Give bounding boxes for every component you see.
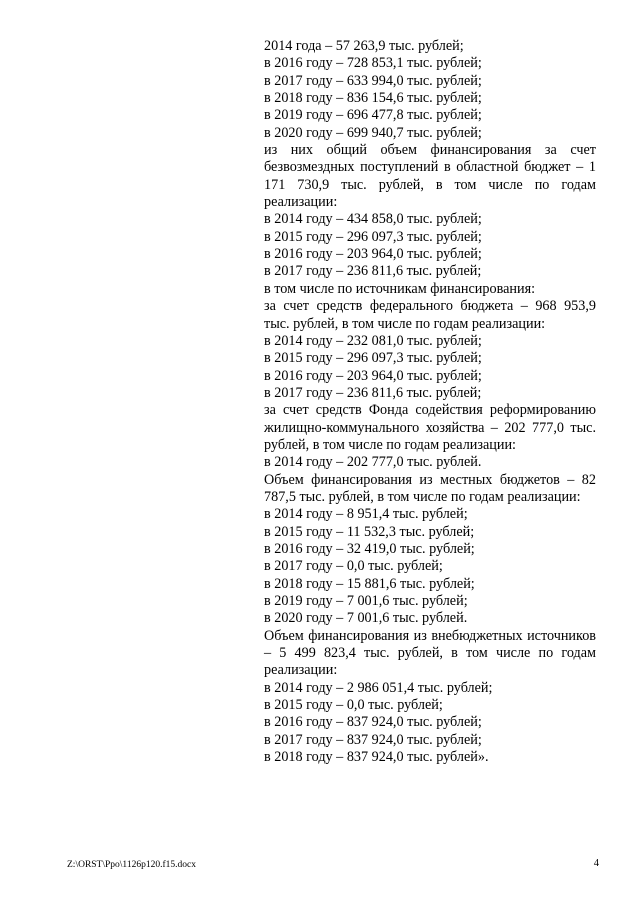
paragraph: в 2018 году – 837 924,0 тыс. рублей». — [264, 749, 489, 766]
paragraph: в 2016 году – 203 964,0 тыс. рублей; — [264, 246, 482, 263]
paragraph: в 2015 году – 296 097,3 тыс. рублей; — [264, 228, 482, 245]
paragraph: в 2016 году – 837 924,0 тыс. рублей; — [264, 714, 482, 731]
paragraph: в 2019 году – 7 001,6 тыс. рублей; — [264, 593, 468, 609]
paragraph: в 2015 году – 296 097,3 тыс. рублей; — [264, 350, 482, 367]
paragraph: в 2014 году – 232 081,0 тыс. рублей; — [264, 332, 482, 349]
paragraph: в 2020 году – 699 940,7 тыс. рублей; — [264, 124, 482, 141]
page-number: 4 — [593, 858, 599, 869]
paragraph: в 2016 году – 203 964,0 тыс. рублей; — [264, 367, 482, 384]
paragraph: в 2016 году – 32 419,0 тыс. рублей; — [264, 540, 475, 557]
paragraph: Объем финансирования из местных бюджетов – 82 787,5 тыс. рублей, в том числе по годам реализации: — [264, 471, 596, 505]
paragraph: в 2014 году – 202 777,0 тыс. рублей. — [264, 454, 482, 471]
document-body — [264, 38, 596, 766]
paragraph: Объем финансирования из внебюджетных источников – 5 499 823,4 тыс. рублей, в том числе по годам реализации: — [264, 627, 596, 679]
paragraph: 2014 года – 57 263,9 тыс. рублей; — [264, 38, 464, 54]
paragraph: в 2014 году – 2 986 051,4 тыс. рублей; — [264, 679, 493, 696]
paragraph: за счет средств Фонда содействия реформированию жилищно-коммунального хозяйства – 202 777,0 тыс. рублей, в том числе по годам реализации: — [264, 402, 596, 453]
footer-file-path: Z:\ORST\Ppo\1126p120.f15.docx — [67, 860, 196, 870]
paragraph: в том числе по источникам финансирования: — [264, 280, 536, 297]
paragraph: в 2019 году – 696 477,8 тыс. рублей; — [264, 107, 482, 124]
paragraph: в 2017 году – 236 811,6 тыс. рублей; — [264, 384, 482, 401]
paragraph: в 2015 году – 0,0 тыс. рублей; — [264, 697, 443, 714]
paragraph: из них общий объем финансирования за счет безвозмездных поступлений в областной бюджет – 1 171 730,9 тыс. рублей, в том числе по годам реализации: — [264, 142, 596, 211]
paragraph: за счет средств федерального бюджета – 968 953,9 тыс. рублей, в том числе по годам реализации: — [264, 298, 596, 332]
paragraph: в 2014 году – 8 951,4 тыс. рублей; — [264, 506, 468, 523]
paragraph: в 2020 году – 7 001,6 тыс. рублей. — [264, 610, 468, 627]
paragraph: в 2017 году – 837 924,0 тыс. рублей; — [264, 731, 482, 748]
paragraph: в 2017 году – 633 994,0 тыс. рублей; — [264, 72, 482, 89]
paragraph: в 2015 году – 11 532,3 тыс. рублей; — [264, 523, 475, 540]
paragraph: в 2016 году – 728 853,1 тыс. рублей; — [264, 55, 482, 72]
paragraph: в 2017 году – 236 811,6 тыс. рублей; — [264, 263, 482, 280]
paragraph: в 2014 году – 434 858,0 тыс. рублей; — [264, 211, 482, 228]
paragraph: в 2018 году – 15 881,6 тыс. рублей; — [264, 575, 475, 592]
paragraph: в 2017 году – 0,0 тыс. рублей; — [264, 558, 443, 575]
paragraph: в 2018 году – 836 154,6 тыс. рублей; — [264, 90, 482, 107]
